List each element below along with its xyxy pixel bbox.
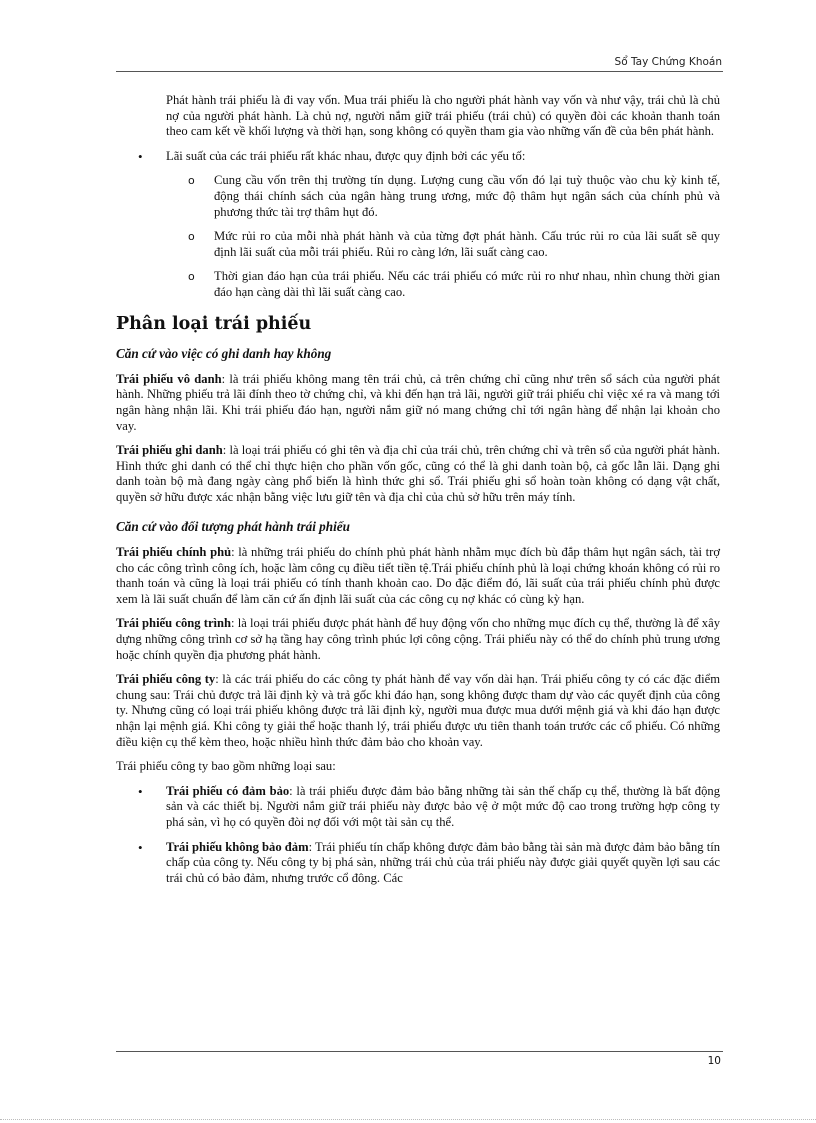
term-label: Trái phiếu vô danh — [116, 371, 222, 386]
project-bond-paragraph — [116, 616, 720, 663]
factor-text: Cung cầu vốn trên thị trường tín dụng. Lượng cung cầu vốn đó lại tuỳ thuộc vào chu kỳ kinh tế, động thái chính sách của ngân hàng trung ương, mức độ thâm hụt ngân sách của chính phủ và phương thức tài trợ thâm hụt đó. — [214, 173, 720, 219]
subsection-heading-issuer: Căn cứ vào đối tượng phát hành trái phiếu — [116, 519, 350, 535]
term-label: Trái phiếu có đảm bảo — [166, 783, 290, 798]
sub-bullet-marker: o — [188, 174, 195, 188]
definition-text: : là loại trái phiếu được phát hành để huy động vốn cho những mục đích cụ thể, thường là để xây dựng những công trình cơ sở hạ tầng hay công trình phúc lợi công cộng. Trái phiếu này có thể do chính phủ trung ương hoặc chính quyền địa phương phát hành. — [116, 616, 720, 662]
header-rule — [116, 71, 723, 72]
definition-text: : là các trái phiếu do các công ty phát hành để vay vốn dài hạn. Trái phiếu công ty có các đặc điểm chung sau: Trái chủ được trả lãi định kỳ và trả gốc khi đáo hạn, song không được tham dự vào các quyết định của công ty. Nhưng cũng có loại trái phiếu không được trả lãi định kỳ, người mua được mua dưới mệnh giá và khi đáo hạn được nhận lại mệnh giá. Khi công ty giải thể hoặc thanh lý, trái phiếu được ưu tiên thanh toán trước các cổ phiếu. Có những điều kiện cụ thể kèm theo, hoặc nhiều hình thức đảm bảo cho khoản vay. — [116, 672, 720, 749]
factor-item — [116, 229, 720, 260]
bullet-marker: • — [138, 839, 143, 855]
term-label: Trái phiếu ghi danh — [116, 443, 223, 458]
factor-text: Thời gian đáo hạn của trái phiếu. Nếu các trái phiếu có mức rủi ro như nhau, nhìn chung thời gian đáo hạn càng dài thì lãi suất càng cao. — [214, 269, 720, 299]
corporate-type-text — [166, 840, 720, 887]
term-label: Trái phiếu chính phủ — [116, 545, 232, 560]
footer-rule — [116, 1051, 723, 1052]
bullet-marker: • — [138, 148, 143, 164]
page-content — [116, 93, 720, 895]
factor-item — [116, 173, 720, 220]
definition-text: : là những trái phiếu do chính phủ phát hành nhằm mục đích bù đắp thâm hụt ngân sách, tài trợ cho các công trình công ích, hoặc làm công cụ điều tiết tiền tệ.Trái phiếu chính phủ là loại chứng khoán không có rủi ro thanh toán và cũng là loại trái phiếu có tính thanh khoản cao. Do đặc điểm đó, lãi suất của trái phiếu chính phủ được xem là lãi suất chuẩn để làm căn cứ ấn định lãi suất của các công cụ nợ khác có cùng kỳ hạn. — [116, 545, 720, 606]
factor-text: Mức rủi ro của mỗi nhà phát hành và của từng đợt phát hành. Cấu trúc rủi ro của lãi suất sẽ quy định lãi suất của mỗi trái phiếu. Rủi ro càng lớn, lãi suất càng cao. — [214, 229, 720, 259]
factor-item — [116, 269, 720, 300]
definition-text: : là loại trái phiếu có ghi tên và địa chỉ của trái chủ, trên chứng chỉ và trên sổ của người phát hành. Hình thức ghi danh có thể chỉ thực hiện cho phần vốn gốc, cũng có thể là ghi danh toàn bộ, cả gốc lẫn lãi. Dạng ghi danh toàn bộ mà đang ngày càng phổ biến là hình thức ghi sổ. Trái phiếu ghi sổ hoàn toàn không có dạng vật chất, quyền sở hữu được xác nhận bằng việc lưu giữ tên và địa chỉ của chủ sở hữu trên máy tính. — [116, 443, 720, 504]
sub-bullet-marker: o — [188, 270, 195, 284]
corporate-types-intro: Trái phiếu công ty bao gồm những loại sau: — [116, 759, 336, 774]
anonymous-bond-paragraph — [116, 372, 720, 434]
intro-paragraph: Phát hành trái phiếu là đi vay vốn. Mua trái phiếu là cho người phát hành vay vốn và như vậy, trái chủ là chủ nợ của người phát hành. Là chủ nợ, người nắm giữ trái phiếu (trái chủ) có quyền đòi các khoản thanh toán theo cam kết về khối lượng và thời hạn, song không có quyền tham gia vào những vấn đề của bên phát hành. — [166, 93, 720, 139]
sub-bullet-marker: o — [188, 230, 195, 244]
corporate-type-text — [166, 784, 720, 831]
registered-bond-paragraph — [116, 443, 720, 505]
definition-text: : là trái phiếu được đảm bảo bằng những tài sản thế chấp cụ thể, thường là bất động sản và các thiết bị. Người nắm giữ trái phiếu này được bảo vệ ở một mức độ cao trong trường hợp công ty phá sản, vì họ có quyền đòi nợ đối với một tài sản cụ thể. — [166, 783, 720, 829]
definition-text: : Trái phiếu tín chấp không được đảm bảo bằng tài sản mà được đảm bảo bằng tín chấp của công ty. Nếu công ty bị phá sản, những trái chủ của trái phiếu này được giải quyết quyền lợi sau các trái chủ có bảo đảm, nhưng trước cổ đông. Các — [166, 839, 720, 885]
interest-bullet — [116, 149, 720, 165]
corporate-type-item — [116, 840, 720, 887]
page-boundary — [0, 1119, 816, 1120]
section-heading: Phân loại trái phiếu — [116, 313, 312, 334]
government-bond-paragraph — [116, 545, 720, 607]
term-label: Trái phiếu công trình — [116, 616, 232, 631]
definition-text: : là trái phiếu không mang tên trái chủ, cả trên chứng chỉ cũng như trên sổ sách của người phát hành. Những phiếu trả lãi đính theo tờ chứng chỉ, và khi đến hạn trả lãi, người giữ trái phiếu chỉ việc xé ra và mang tới ngân hàng nhận lãi. Khi trái phiếu đáo hạn, người nắm giữ nó mang chứng chỉ tới ngân hàng để nhận lại khoản cho vay. — [116, 371, 720, 433]
interest-bullet-text: Lãi suất của các trái phiếu rất khác nhau, được quy định bởi các yếu tố: — [166, 148, 526, 163]
corporate-bond-paragraph — [116, 672, 720, 750]
page-number: 10 — [707, 1055, 721, 1067]
corporate-type-item — [116, 784, 720, 831]
term-label: Trái phiếu không bảo đảm — [166, 839, 309, 854]
subsection-heading-registration: Căn cứ vào việc có ghi danh hay không — [116, 346, 332, 362]
bullet-marker: • — [138, 783, 143, 799]
running-header: Sổ Tay Chứng Khoán — [614, 56, 722, 68]
term-label: Trái phiếu công ty — [116, 672, 216, 687]
